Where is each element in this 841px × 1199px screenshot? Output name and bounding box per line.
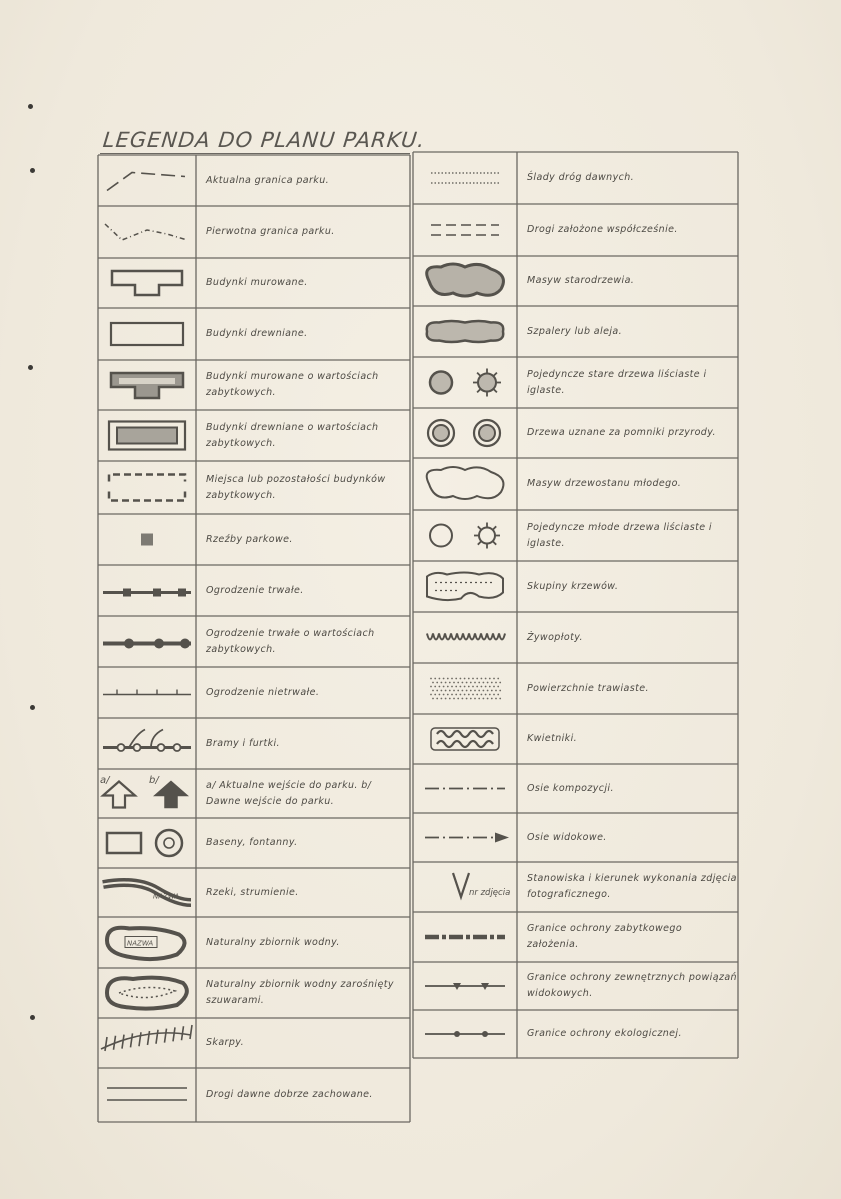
legend-label-left: Baseny, fontanny. [206,837,298,848]
legend-label-left: Naturalny zbiornik wodny zarośnięty szuwarami. [206,979,394,1006]
historic-brick-building-symbol [111,373,183,398]
shrub-group-symbol [427,573,503,601]
old-single-trees-symbol [430,369,501,397]
page-title: LEGENDA DO PLANU PARKU. [101,128,427,152]
young-single-trees-symbol [430,523,500,549]
permanent-fence-symbol [103,589,191,597]
view-axis-symbol [425,833,509,843]
legend-label-left: Ogrodzenie nietrwałe. [206,686,320,698]
legend-label-right: Powierzchnie trawiaste. [527,682,649,694]
view-protection-symbol [425,983,505,990]
photo-position-symbol [453,873,510,898]
flowerbed-symbol [431,728,499,750]
alley-symbol [427,321,504,342]
overgrown-pond-symbol [107,978,187,1009]
current-park-boundary-symbol [107,173,185,191]
river-name-badge: NAZWA [153,892,180,901]
scan-mark [30,1015,35,1020]
gate-symbol [103,730,191,752]
legend-label-right: Ślady dróg dawnych. [527,172,635,183]
old-road-symbol [107,1088,187,1100]
legend-label-right: Drzewa uznane za pomniki przyrody. [527,427,716,438]
lawn-symbol [430,678,501,700]
legend-label-left: Rzeźby parkowe. [206,533,293,545]
legend-label-left: Budynki murowane. [206,277,308,288]
legend-label-right: Granice ochrony ekologicznej. [527,1028,682,1039]
legend-label-right: Drogi założone współcześnie. [527,224,678,235]
scan-mark [28,104,33,109]
legend-label-right: Granice ochrony zewnętrznych powiązań widokowych. [527,972,737,999]
old-road-traces-symbol [431,173,499,183]
legend-label-left: Budynki drewniane. [206,328,308,339]
legend-label-right: Masyw starodrzewia. [527,275,635,286]
modern-road-symbol [431,225,499,235]
legend-label-left: Bramy i furtki. [206,737,280,749]
old-tree-mass-symbol [427,264,504,296]
legend-label-right: Masyw drzewostanu młodego. [527,478,682,489]
legend-label-left: Skarpy. [206,1037,244,1048]
legend-label-right: Osie kompozycji. [527,782,614,794]
legend-label-left: Budynki murowane o wartościach zabytkowych. [206,371,379,398]
legend-label-right: Pojedyncze młode drzewa liściaste i iglaste. [527,521,712,549]
entrance-arrows-symbol [100,775,187,808]
legend-label-left: Ogrodzenie trwałe. [206,584,304,596]
scan-mark [30,168,35,173]
legend-label-right: Osie widokowe. [527,831,607,843]
legend-label-right: Szpalery lub aleja. [527,325,622,337]
legend-label-left: Naturalny zbiornik wodny. [206,936,340,948]
legend-label-right: Żywopłoty. [527,631,583,643]
ecological-protection-symbol [425,1031,505,1037]
legend-label-left: Rzeki, strumienie. [206,886,299,898]
river-symbol [103,883,191,903]
legend-label-left: a/ Aktualne wejście do parku. b/ Dawne wejście do parku. [206,779,372,807]
legend-label-right: Granice ochrony zabytkowego założenia. [527,923,683,950]
entrance-tag-a: a/ [100,775,110,786]
temporary-fence-symbol [103,690,191,695]
brick-building-symbol [112,271,182,295]
historic-wooden-building-symbol [109,422,185,450]
pool-fountain-symbol [107,830,182,856]
legend-label-right: Skupiny krzewów. [527,580,619,592]
pond-name-badge: NAZWA [127,939,154,948]
photo-number-tag: nr zdjęcia [469,888,511,898]
pond-symbol [107,928,185,959]
scan-mark [28,365,33,370]
building-remains-symbol [109,475,185,501]
legend-label-right: Stanowiska i kierunek wykonania zdjęcia fotograficznego. [527,873,737,900]
legend-label-left: Aktualna granica parku. [206,174,330,186]
natural-monument-symbol [428,420,500,446]
wooden-building-symbol [111,323,183,345]
legend-label-left: Pierwotna granica parku. [206,226,335,237]
scan-mark [30,705,35,710]
historic-fence-symbol [103,639,191,649]
legend-label-left: Miejsca lub pozostałości budynków zabytkowych. [206,473,386,501]
sculpture-symbol [141,534,153,546]
legend-label-right: Kwietniki. [527,733,578,744]
legend-label-right: Pojedyncze stare drzewa liściaste i iglaste. [527,368,707,396]
legend-label-left: Drogi dawne dobrze zachowane. [206,1089,373,1100]
legend-label-left: Budynki drewniane o wartościach zabytkowych. [206,421,379,449]
original-park-boundary-symbol [105,224,187,240]
legend-label-left: Ogrodzenie trwałe o wartościach zabytkowych. [206,627,375,655]
slope-symbol [101,1025,192,1051]
hedge-symbol [427,634,505,640]
young-tree-mass-symbol [427,467,504,499]
entrance-tag-b: b/ [149,775,159,786]
